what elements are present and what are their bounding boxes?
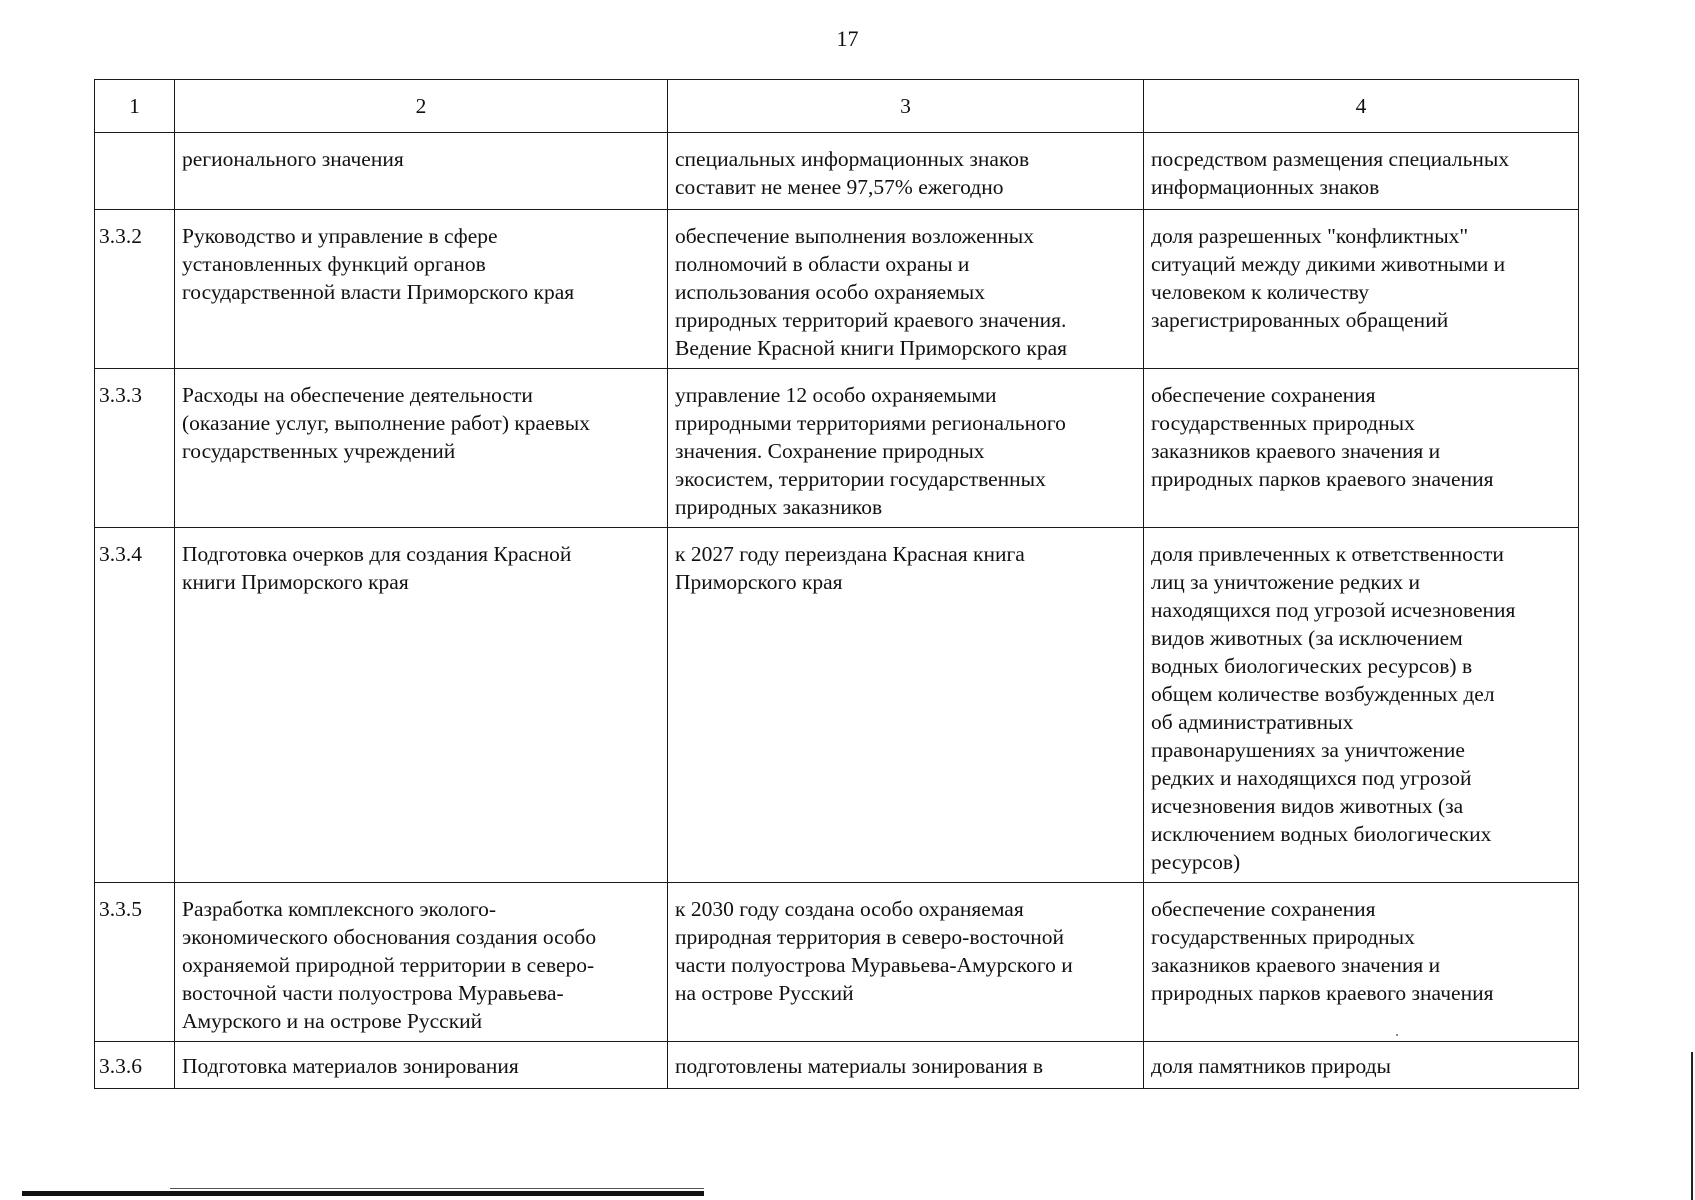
scan-speck bbox=[1396, 1034, 1398, 1036]
row-number bbox=[95, 133, 175, 210]
measures-table bbox=[94, 79, 1579, 1089]
row-number: 3.3.5 bbox=[95, 883, 175, 1042]
column-header-2: 2 bbox=[175, 80, 668, 133]
measure-name-cell: Подготовка очерков для создания Красной книги Приморского края bbox=[175, 528, 668, 883]
row-number: 3.3.3 bbox=[95, 369, 175, 528]
table-row-3-3-3 bbox=[95, 369, 1579, 528]
table-row-3-3-2 bbox=[95, 210, 1579, 369]
table-row-3-3-4 bbox=[95, 528, 1579, 883]
row-number: 3.3.4 bbox=[95, 528, 175, 883]
table-row-3-3-5 bbox=[95, 883, 1579, 1042]
column-header-4: 4 bbox=[1144, 80, 1579, 133]
table-header-row bbox=[95, 80, 1579, 133]
footer-rule-thin bbox=[170, 1188, 704, 1189]
footer-rule bbox=[22, 1191, 704, 1196]
scan-edge-line bbox=[1691, 1052, 1693, 1200]
expected-result-cell: к 2030 году создана особо охраняемая природная территория в северо-восточной части полуострова Муравьева-Амурского и на острове Русский bbox=[668, 883, 1144, 1042]
measure-name-cell: Руководство и управление в сфере установленных функций органов государственной власти Приморского края bbox=[175, 210, 668, 369]
table-row-3-3-6 bbox=[95, 1042, 1579, 1089]
expected-result-cell: к 2027 году переиздана Красная книга Приморского края bbox=[668, 528, 1144, 883]
indicator-cell: доля привлеченных к ответственности лиц за уничтожение редких и находящихся под угрозой исчезновения видов животных (за исключением водных биологических ресурсов) в общем количестве возбужденных дел об административных правонарушениях за уничтожение редких и находящихся под угрозой исчезновения видов животных (за исключением водных биологических ресурсов) bbox=[1144, 528, 1579, 883]
measure-name-cell: Расходы на обеспечение деятельности (оказание услуг, выполнение работ) краевых государственных учреждений bbox=[175, 369, 668, 528]
indicator-cell: обеспечение сохранения государственных природных заказников краевого значения и природных парков краевого значения bbox=[1144, 369, 1579, 528]
column-header-1: 1 bbox=[95, 80, 175, 133]
column-header-3: 3 bbox=[668, 80, 1144, 133]
measure-name-cell: Подготовка материалов зонирования bbox=[175, 1042, 668, 1089]
expected-result-cell: обеспечение выполнения возложенных полномочий в области охраны и использования особо охраняемых природных территорий краевого значения. Ведение Красной книги Приморского края bbox=[668, 210, 1144, 369]
indicator-cell: доля разрешенных "конфликтных" ситуаций между дикими животными и человеком к количеству зарегистрированных обращений bbox=[1144, 210, 1579, 369]
indicator-cell: обеспечение сохранения государственных природных заказников краевого значения и природных парков краевого значения bbox=[1144, 883, 1579, 1042]
indicator-cell: доля памятников природы bbox=[1144, 1042, 1579, 1089]
expected-result-cell: специальных информационных знаков составит не менее 97,57% ежегодно bbox=[668, 133, 1144, 210]
table-row-continuation bbox=[95, 133, 1579, 210]
measure-name-cell: регионального значения bbox=[175, 133, 668, 210]
expected-result-cell: управление 12 особо охраняемыми природными территориями регионального значения. Сохранение природных экосистем, территории государственных природных заказников bbox=[668, 369, 1144, 528]
row-number: 3.3.6 bbox=[95, 1042, 175, 1089]
indicator-cell: посредством размещения специальных информационных знаков bbox=[1144, 133, 1579, 210]
expected-result-cell: подготовлены материалы зонирования в bbox=[668, 1042, 1144, 1089]
page-number: 17 bbox=[836, 26, 859, 51]
row-number: 3.3.2 bbox=[95, 210, 175, 369]
measure-name-cell: Разработка комплексного эколого- экономического обоснования создания особо охраняемой природной территории в северо- восточной части полуострова Муравьева- Амурского и на острове Русский bbox=[175, 883, 668, 1042]
